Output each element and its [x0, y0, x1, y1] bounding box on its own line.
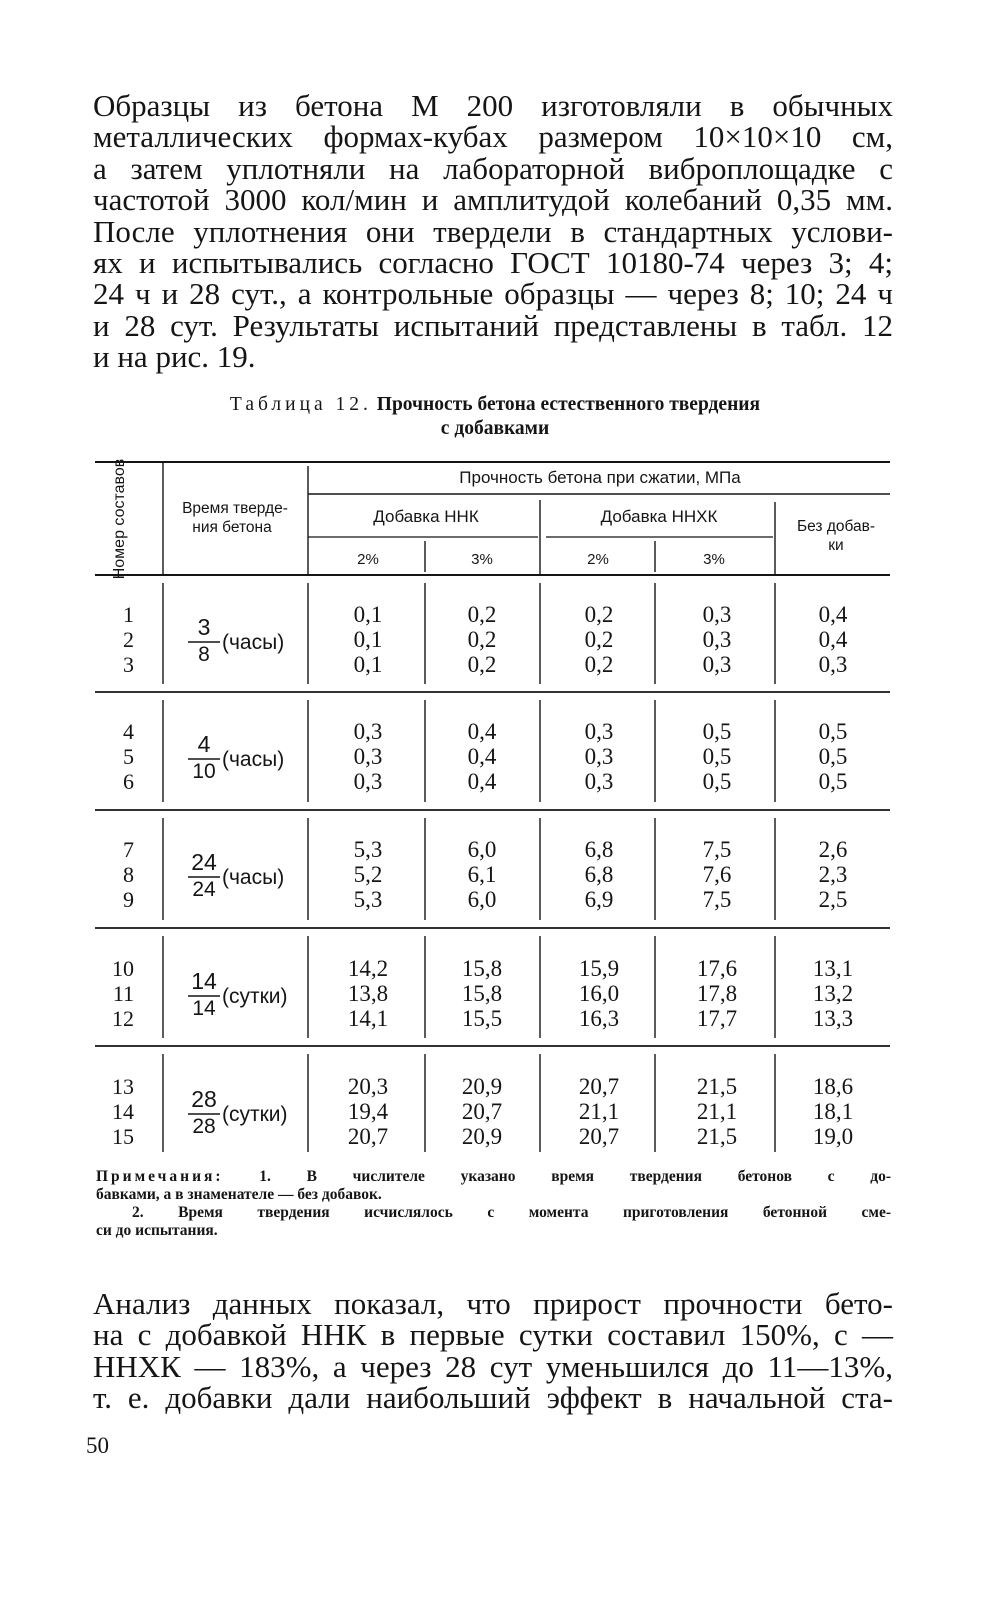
value-cell: 16,3: [578, 1006, 620, 1031]
note-2-cont: си до испытания.: [96, 1222, 218, 1239]
text-line: а затем уплотняли на лабораторной виброплощадке с: [93, 150, 893, 186]
value-cell: 0,2: [584, 602, 614, 627]
value-cell: 14,1: [347, 1006, 389, 1031]
row-number: 11: [112, 981, 134, 1006]
value-cell: 0,1: [353, 652, 383, 677]
value-cell: 16,0: [578, 981, 620, 1006]
time-unit: (сутки): [222, 985, 288, 1008]
value-cell: 5,2: [353, 862, 383, 887]
value-cell: 2,5: [818, 887, 848, 912]
row-number: 6: [123, 769, 134, 794]
value-cell: 14,2: [347, 956, 389, 981]
time-denominator: 24: [192, 878, 216, 901]
value-cell: 15,5: [461, 1006, 503, 1031]
table-notes: [96, 1168, 891, 1240]
value-cell: 0,4: [467, 769, 497, 794]
text-line: Образцы из бетона М 200 изготовляли в обычных: [93, 88, 893, 123]
row-number: 15: [112, 1124, 134, 1149]
text-line: ях и испытывались согласно ГОСТ 10180-74 через 3; 4;: [93, 245, 893, 281]
value-cell: 6,8: [584, 837, 614, 862]
value-cell: 18,6: [812, 1074, 854, 1099]
value-cell: 0,4: [818, 602, 848, 627]
header-percent: 3%: [471, 551, 493, 568]
value-cell: 0,2: [584, 627, 614, 652]
value-cell: 20,9: [461, 1074, 503, 1099]
value-cell: 17,8: [696, 981, 738, 1006]
value-cell: 21,5: [696, 1124, 738, 1149]
row-number: 9: [123, 887, 134, 912]
time-unit: (часы): [222, 631, 285, 654]
value-cell: 0,5: [702, 719, 732, 744]
header-nnhk: Добавка ННХК: [600, 507, 718, 526]
value-cell: 0,3: [353, 769, 383, 794]
value-cell: 0,5: [818, 769, 848, 794]
header-time-cont: ния бетона: [192, 519, 272, 536]
row-number: 7: [123, 837, 134, 862]
text-line: на с добавкой ННК в первые сутки составил 150%, с —: [93, 1317, 893, 1353]
text-line: После уплотнения они твердели в стандартных услови-: [93, 213, 893, 249]
time-unit: (часы): [222, 866, 285, 889]
row-number: 8: [123, 862, 134, 887]
value-cell: 15,8: [461, 956, 503, 981]
value-cell: 0,3: [702, 652, 732, 677]
value-cell: 13,8: [347, 981, 389, 1006]
analysis-paragraph: [93, 1288, 893, 1414]
value-cell: 0,4: [467, 744, 497, 769]
time-denominator: 28: [192, 1115, 216, 1138]
value-cell: 2,3: [818, 862, 848, 887]
value-cell: 17,7: [696, 1006, 738, 1031]
row-number: 12: [112, 1006, 134, 1031]
value-cell: 6,8: [584, 862, 614, 887]
value-cell: 7,6: [702, 862, 732, 887]
value-cell: 0,3: [702, 602, 732, 627]
value-cell: 21,5: [696, 1074, 738, 1099]
time-numerator: 28: [191, 1086, 217, 1112]
value-cell: 0,1: [353, 627, 383, 652]
value-cell: 15,9: [578, 956, 620, 981]
row-number: 5: [123, 744, 134, 769]
header-time: Время тверде-: [182, 500, 288, 517]
time-denominator: 8: [198, 643, 210, 666]
notes-label: Примечания:: [96, 1168, 224, 1185]
value-cell: 21,1: [578, 1099, 620, 1124]
value-cell: 15,8: [461, 981, 503, 1006]
header-percent: 2%: [587, 551, 609, 568]
value-cell: 0,2: [467, 652, 497, 677]
value-cell: 0,5: [702, 744, 732, 769]
value-cell: 0,3: [353, 719, 383, 744]
value-cell: 6,1: [467, 862, 497, 887]
time-numerator: 24: [191, 849, 217, 875]
value-cell: 20,7: [347, 1124, 389, 1149]
note-1: 1. В числителе указано время твердения бетонов с до-: [259, 1168, 891, 1185]
text-line: и на рис. 19.: [93, 339, 256, 375]
value-cell: 0,4: [467, 719, 497, 744]
value-cell: 20,3: [347, 1074, 389, 1099]
value-cell: 5,3: [353, 887, 383, 912]
header-none: Без добав-: [796, 518, 876, 535]
header-none-cont: ки: [828, 537, 844, 554]
time-numerator: 3: [197, 614, 211, 640]
value-cell: 0,3: [584, 744, 614, 769]
value-cell: 5,3: [353, 837, 383, 862]
row-number: 3: [123, 652, 134, 677]
row-number: 10: [112, 956, 134, 981]
note-2: 2. Время твердения исчислялось с момента приготовления бетонной сме-: [132, 1204, 891, 1221]
value-cell: 19,4: [347, 1099, 389, 1124]
header-percent: 3%: [703, 551, 725, 568]
value-cell: 0,2: [467, 627, 497, 652]
value-cell: 0,5: [818, 744, 848, 769]
row-number: 2: [123, 627, 134, 652]
value-cell: 0,2: [584, 652, 614, 677]
time-unit: (сутки): [222, 1103, 288, 1126]
table-caption-title: Прочность бетона естественного твердения: [376, 394, 761, 415]
header-nnk: Добавка ННК: [373, 507, 479, 526]
text-line: металлических формах-кубах размером 10×10×10 см,: [93, 119, 893, 155]
value-cell: 13,1: [812, 956, 854, 981]
table-caption-title-cont: с добавками: [440, 418, 550, 439]
table-header: [111, 459, 875, 580]
text-line: ННХК — 183%, а через 28 сут уменьшился до 11—13%,: [93, 1348, 893, 1384]
row-number: 1: [123, 602, 134, 627]
row-number: 14: [112, 1099, 134, 1124]
value-cell: 0,3: [702, 627, 732, 652]
value-cell: 0,5: [702, 769, 732, 794]
value-cell: 6,0: [467, 887, 497, 912]
row-number: 13: [112, 1074, 134, 1099]
value-cell: 0,1: [353, 602, 383, 627]
text-line: Анализ данных показал, что прирост прочности бето-: [93, 1286, 893, 1321]
value-cell: 20,7: [578, 1074, 620, 1099]
time-unit: (часы): [222, 748, 285, 771]
text-line: 24 ч и 28 сут., а контрольные образцы — через 8; 10; 24 ч: [93, 276, 893, 312]
value-cell: 18,1: [812, 1099, 854, 1124]
value-cell: 2,6: [818, 837, 848, 862]
value-cell: 13,3: [812, 1006, 854, 1031]
text-line: т. е. добавки дали наибольший эффект в начальной ста-: [93, 1380, 893, 1416]
value-cell: 0,2: [467, 602, 497, 627]
header-percent: 2%: [357, 551, 379, 568]
time-numerator: 4: [197, 731, 211, 757]
value-cell: 20,7: [578, 1124, 620, 1149]
table-caption-label: Таблица 12.: [229, 394, 372, 415]
time-denominator: 10: [192, 760, 216, 783]
value-cell: 0,3: [818, 652, 848, 677]
value-cell: 6,9: [584, 887, 614, 912]
header-strength: Прочность бетона при сжатии, МПа: [459, 468, 741, 487]
value-cell: 21,1: [696, 1099, 738, 1124]
value-cell: 0,3: [584, 769, 614, 794]
value-cell: 20,7: [461, 1099, 503, 1124]
text-line: частотой 3000 кол/мин и амплитудой колебаний 0,35 мм.: [93, 182, 893, 218]
page-number: 50: [86, 1433, 109, 1458]
note-1-cont: бавками, а в знаменателе — без добавок.: [96, 1186, 382, 1203]
value-cell: 0,3: [353, 744, 383, 769]
value-cell: 20,9: [461, 1124, 503, 1149]
header-number: Номер составов: [111, 458, 128, 580]
value-cell: 17,6: [696, 956, 738, 981]
table-body: [112, 602, 853, 1149]
text-line: и 28 сут. Результаты испытаний представлены в табл. 12: [93, 307, 893, 343]
value-cell: 6,0: [467, 837, 497, 862]
value-cell: 13,2: [812, 981, 854, 1006]
value-cell: 19,0: [812, 1124, 854, 1149]
value-cell: 7,5: [702, 837, 732, 862]
value-cell: 0,3: [584, 719, 614, 744]
value-cell: 7,5: [702, 887, 732, 912]
row-number: 4: [123, 719, 134, 744]
time-denominator: 14: [192, 997, 216, 1020]
value-cell: 0,5: [818, 719, 848, 744]
value-cell: 0,4: [818, 627, 848, 652]
time-numerator: 14: [191, 968, 217, 994]
